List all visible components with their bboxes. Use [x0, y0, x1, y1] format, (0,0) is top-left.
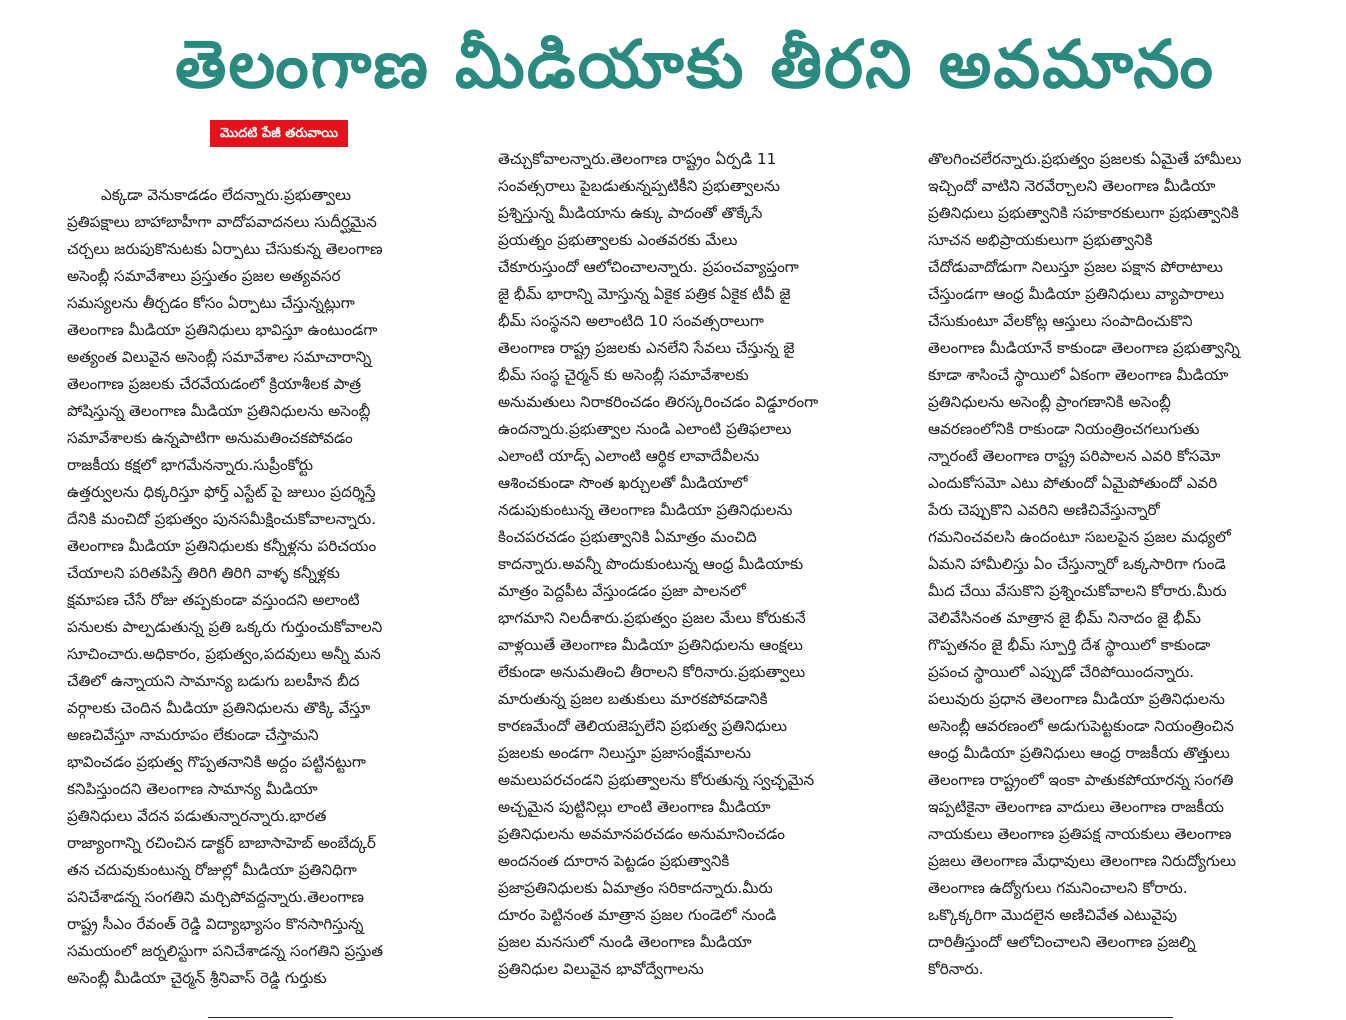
article-line: ఉత్తర్వులను ధిక్కరిస్తూ ఫోర్త్ ఎస్టేట్ పై జులుం ప్రదర్శిస్తే	[67, 483, 376, 501]
article-line: ఎందుకోసమో ఎటు పోతుందో ఏమైపోతుందో ఎవరి	[928, 474, 1218, 492]
article-line: అందనంత దూరాన పెట్టడం ప్రభుత్వానికి	[498, 852, 730, 870]
article-line: కూడా శాసించే స్థాయిలో ఏకంగా తెలంగాణ మీడియా	[928, 366, 1229, 384]
article-line: న్నారంటే తెలంగాణ రాష్ట్ర పరిపాలన ఎవరి కోసమో	[928, 447, 1221, 465]
article-line: పోషిస్తున్న తెలంగాణ మీడియా ప్రతినిధులను అసెంబ్లీ	[67, 402, 371, 420]
article-line: జై భీమ్ భారాన్ని మోస్తున్న ఏకైక పత్రిక ఏకైక టీవీ జై	[498, 285, 791, 303]
article-line: ప్రతిపక్షాలు బాహాబాహీగా వాదోపవాదనలు సుదీర్ఘమైన	[67, 213, 377, 231]
article-line: ప్రతినిధులు ప్రభుత్వానికి సహకారకులుగా ప్రభుత్వానికి	[928, 204, 1239, 222]
article-line: చేస్తుండగా ఆంధ్ర మీడియా ప్రతినిధులు వ్యాపారాలు	[928, 285, 1225, 303]
article-line: తెలంగాణ మీడియానే కాకుండా తెలంగాణ ప్రభుత్వాన్ని	[928, 339, 1240, 357]
article-line: సూచన అభిప్రాయకులుగా ప్రభుత్వానికి	[928, 231, 1153, 249]
article-line: చేదోడువాదోడుగా నిలుస్తూ ప్రజల పక్షాన పోరాటాలు	[928, 258, 1223, 276]
article-line: అసెంబ్లీ మీడియా చైర్మన్ శ్రీనివాస్ రెడ్డి గుర్తుకు	[67, 969, 327, 987]
article-line: తెలంగాణ ఉద్యోగులు గమనించాలని కోరారు.	[928, 879, 1188, 897]
article-line: తెలంగాణ రాష్ట్ర ప్రజలకు ఎనలేని సేవలు చేస్తున్న జై	[498, 339, 795, 357]
article-line: ఇప్పటికైనా తెలంగాణ వాదులు తెలంగాణ రాజకీయ	[928, 798, 1224, 816]
article-line: లేకుండా అనుమతించి తీరాలని కోరినారు.ప్రభుత్వాలు	[498, 663, 806, 681]
article-line: పేరు చెప్పుకొని ఎవరిని అణిచివేస్తున్నారో	[928, 501, 1160, 519]
article-line: వెలివేసినంత మాత్రాన జై భీమ్ నినాదం జై భీమ్	[928, 609, 1201, 627]
article-line: చేసుకుంటూ వేలకోట్ల ఆస్తులు సంపాదించుకొని	[928, 312, 1193, 330]
article-line: అమలుపరచండని ప్రభుత్వాలను కోరుతున్న స్వచ్ఛమైన	[498, 771, 815, 789]
article-line: సమయంలో జర్నలిస్టుగా పనిచేశాడన్న సంగతిని ప్రస్తుత	[67, 942, 384, 960]
article-line: చేయాలని పరితపిస్తే తిరిగి తిరిగి వాళ్ళ కన్నీళ్లకు	[67, 564, 340, 582]
article-line: మీద చేయి వేసుకొని ప్రశ్నించుకోవాలని కోరారు.మీరు	[928, 582, 1227, 600]
article-line: భాగమాని నిలదీశారు.ప్రభుత్వం ప్రజల మేలు కోరుకునే	[498, 609, 806, 627]
article-line: గమనించవలసి ఉందంటూ సబలపైన ప్రజల మధ్యలో	[928, 528, 1231, 546]
article-line: నాయకులు తెలంగాణ ప్రతిపక్ష నాయకులు తెలంగాణ	[928, 825, 1232, 843]
article-line: మాత్రం పెద్దపీట వేస్తుండడం ప్రజా పాలనలో	[498, 582, 746, 600]
article-line: ఆవరణంలోనికి రాకుండా నియంత్రించగలుగుతు	[928, 420, 1200, 438]
article-line: ప్రజల మనసులో నుండి తెలంగాణ మీడియా	[498, 933, 752, 951]
article-line: అసెంబ్లీ ఆవరణంలో అడుగుపెట్టకుండా నియంత్రించిన	[928, 717, 1234, 735]
article-line: దూరం పెట్టినంత మాత్రాన ప్రజల గుండెలో నుండి	[498, 906, 777, 924]
article-line: ఇచ్చిందో వాటిని నెరవేర్చాలని తెలంగాణ మీడియా	[928, 177, 1216, 195]
article-line: క్షమాపణ చేసే రోజు తప్పకుండా వస్తుందని అలాంటి	[67, 591, 360, 609]
continued-from-front-page-tag: మొదటి పేజీ తరువాయి	[210, 120, 348, 147]
article-line: రాష్ట్ర సీఎం రేవంత్ రెడ్డి విద్యాభ్యాసం కొనసాగిస్తున్న	[67, 915, 364, 933]
article-line: భీమ్ సంస్థ చైర్మన్ కు అసెంబ్లీ సమావేశాలకు	[498, 366, 749, 384]
article-line: అనుమతులు నిరాకరించడం తిరస్కరించడం విడ్డూరంగా	[498, 393, 819, 411]
article-line: అసెంబ్లీ సమావేశాలు ప్రస్తుతం ప్రజల అత్యవసర	[67, 267, 341, 285]
article-line: అచ్చమైన పుట్టినిల్లు లాంటి తెలంగాణ మీడియా	[498, 798, 771, 816]
article-line: ఎలాంటి యాడ్స్ ఎలాంటి ఆర్థిక లావాదేవీలను	[498, 447, 760, 465]
article-line: ప్రతినిధుల విలువైన భావోద్వేగాలను	[498, 960, 704, 978]
article-line: ఒక్కొక్కరిగా మొదలైన అణిచివేత ఎటువైపు	[928, 906, 1178, 924]
article-line: తెలంగాణ మీడియా ప్రతినిధులకు కన్నీళ్లను పరిచయం	[67, 537, 377, 555]
article-line: తెలంగాణ ప్రజలకు చేరవేయడంలో క్రియాశీలక పాత్ర	[67, 375, 362, 393]
article-line: దేనికి మంచిదో ప్రభుత్వం పునసమీక్షించుకోవాలన్నారు.	[67, 510, 377, 528]
article-line: కించపరచడం ప్రభుత్వానికి ఏమాత్రం మంచిది	[498, 528, 757, 546]
article-line: ప్రశ్నిస్తున్న మీడియాను ఉక్కు పాదంతో తొక్కేసే	[498, 204, 763, 222]
article-line: కారణమేందో తెలియజెప్పలేని ప్రభుత్వ ప్రతినిధులు	[498, 717, 787, 735]
article-line: సంవత్సరాలు పైబడుతున్నప్పటికీని ప్రభుత్వాలను	[498, 177, 780, 195]
article-line: ఉందన్నారు.ప్రభుత్వాల నుండి ఎలాంటి ప్రతిఫలాలు	[498, 420, 792, 438]
article-line: ఎక్కడా వెనుకాడడం లేదన్నారు.ప్రభుత్వాలు	[101, 186, 351, 204]
article-line: కోరినారు.	[928, 960, 984, 978]
article-line: సూచించారు.అధికారం, ప్రభుత్వం,పదవులు అన్నీ మన	[67, 645, 381, 663]
article-line: చేతిలో ఉన్నాయని సామాన్య బడుగు బలహీన బీద	[67, 672, 360, 690]
article-line: నడుపుకుంటున్న తెలంగాణ మీడియా ప్రతినిధులను	[498, 501, 793, 519]
article-line: చేకూరుస్తుందో ఆలోచించాలన్నారు. ప్రపంచవ్యాప్తంగా	[498, 258, 799, 276]
article-line: సమావేశాలకు ఉన్నపాటిగా అనుమతించకపోవడం	[67, 429, 353, 447]
article-line: తెలంగాణ మీడియా ప్రతినిధులు భావిస్తూ ఉంటుండగా	[67, 321, 378, 339]
article-line: మారుతున్న ప్రజల బతుకులు మారకపోవడానికి	[498, 690, 768, 708]
article-line: వర్గాలకు చెందిన మీడియా ప్రతినిధులను తొక్కి వేస్తూ	[67, 699, 371, 717]
article-line: తెలంగాణ రాష్ట్రంలో ఇంకా పాతుకపోయారన్న సంగతి	[928, 771, 1234, 789]
article-line: ఏమని హామీలిస్తు ఏం చేస్తున్నారో ఒక్కసారిగా గుండె	[928, 555, 1226, 573]
article-line: దారితీస్తుందో ఆలోచించాలని తెలంగాణ ప్రజల్ని	[928, 933, 1196, 951]
article-line: ఆంధ్ర మీడియా ప్రతినిధులు ఆంధ్ర రాజకీయ తొత్తులు	[928, 744, 1230, 762]
article-line: అణచివేస్తూ నామరూపం లేకుండా చేస్తామని	[67, 726, 319, 744]
article-line: ప్రయత్నం ప్రభుత్వాలకు ఎంతవరకు మేలు	[498, 231, 738, 249]
article-line: పలువురు ప్రధాన తెలంగాణ మీడియా ప్రతినిధులను	[928, 690, 1225, 708]
article-column-1	[67, 182, 475, 992]
article-line: పనిచేశాడన్న సంగతిని మర్చిపోవద్దన్నారు.తెలంగాణ	[67, 888, 364, 906]
article-line: అత్యంత విలువైన అసెంబ్లీ సమావేశాల సమాచారాన్ని	[67, 348, 372, 366]
bottom-rule	[208, 1017, 1173, 1018]
article-line: కనిపిస్తుందని తెలంగాణ సామాన్య మీడియా	[67, 780, 318, 798]
article-line: ప్రజాప్రతినిధులకు ఏమాత్రం సరికాదన్నారు.మీరు	[498, 879, 773, 897]
article-line: భావించడం ప్రభుత్వ గొప్పతనానికి అద్దం పట్టినట్టుగా	[67, 753, 366, 771]
article-line: తన చదువుకుంటున్న రోజుల్లో మీడియా ప్రతినిధిగా	[67, 861, 357, 879]
article-line: పనులకు పాల్పడుతున్న ప్రతి ఒక్కరు గుర్తుంచుకోవాలని	[67, 618, 383, 636]
article-line: భీమ్ సంస్థనని అలాంటిది 10 సంవత్సరాలుగా	[498, 312, 764, 330]
article-line: ప్రజలు తెలంగాణ మేధావులు తెలంగాణ నిరుద్యోగులు	[928, 852, 1237, 870]
article-line: ప్రతినిధులను అసెంబ్లీ ప్రాంగణానికి అసెంబ్లీ	[928, 393, 1171, 411]
article-line: ఆశించకుండా సొంత ఖర్చులతో మీడియాలో	[498, 474, 748, 492]
article-line: గొప్పతనం జై భీమ్ స్పూర్తి దేశ స్థాయిలో కాకుండా	[928, 636, 1211, 654]
article-line: వాళ్లయితే తెలంగాణ మీడియా ప్రతినిధులను ఆంక్షలు	[498, 636, 803, 654]
headline: తెలంగాణ మీడియాకు తీరని అవమానం	[175, 26, 1215, 103]
article-column-2	[498, 146, 910, 983]
article-line: రాజ్యాంగాన్ని రచించిన డాక్టర్ బాబాసాహెబ్ అంబేద్కర్	[67, 834, 376, 852]
article-column-3	[928, 146, 1340, 983]
article-line: తొలగించలేరన్నారు.ప్రభుత్వం ప్రజలకు ఏమైతే హామీలు	[928, 150, 1242, 168]
article-line: ప్రజలకు అండగా నిలుస్తూ ప్రజాసంక్షేమాలను	[498, 744, 752, 762]
article-line: రాజకీయ కక్షలో భాగమేనన్నారు.సుప్రీంకోర్టు	[67, 456, 314, 474]
article-line: తెచ్చుకోవాలన్నారు.తెలంగాణ రాష్ట్రం ఏర్పడి 11	[498, 150, 777, 168]
article-line: కాదన్నారు.అవన్నీ పొందుకుంటున్న ఆంధ్ర మీడియాకు	[498, 555, 804, 573]
article-line: ప్రతినిధులను అవమానపరచడం అనుమానించడం	[498, 825, 785, 843]
article-line: ప్రపంచ స్థాయిలో ఎప్పుడో చేరిపోయిందన్నారు.	[928, 663, 1195, 681]
article-line: సమస్యలను తీర్చడం కోసం ఏర్పాటు చేస్తున్నట్లుగా	[67, 294, 355, 312]
article-line: ప్రతినిధులు వేదన పడుతున్నారన్నారు.భారత	[67, 807, 327, 825]
article-line: చర్చలు జరుపుకొనుటకు ఏర్పాటు చేసుకున్న తెలంగాణ	[67, 240, 383, 258]
